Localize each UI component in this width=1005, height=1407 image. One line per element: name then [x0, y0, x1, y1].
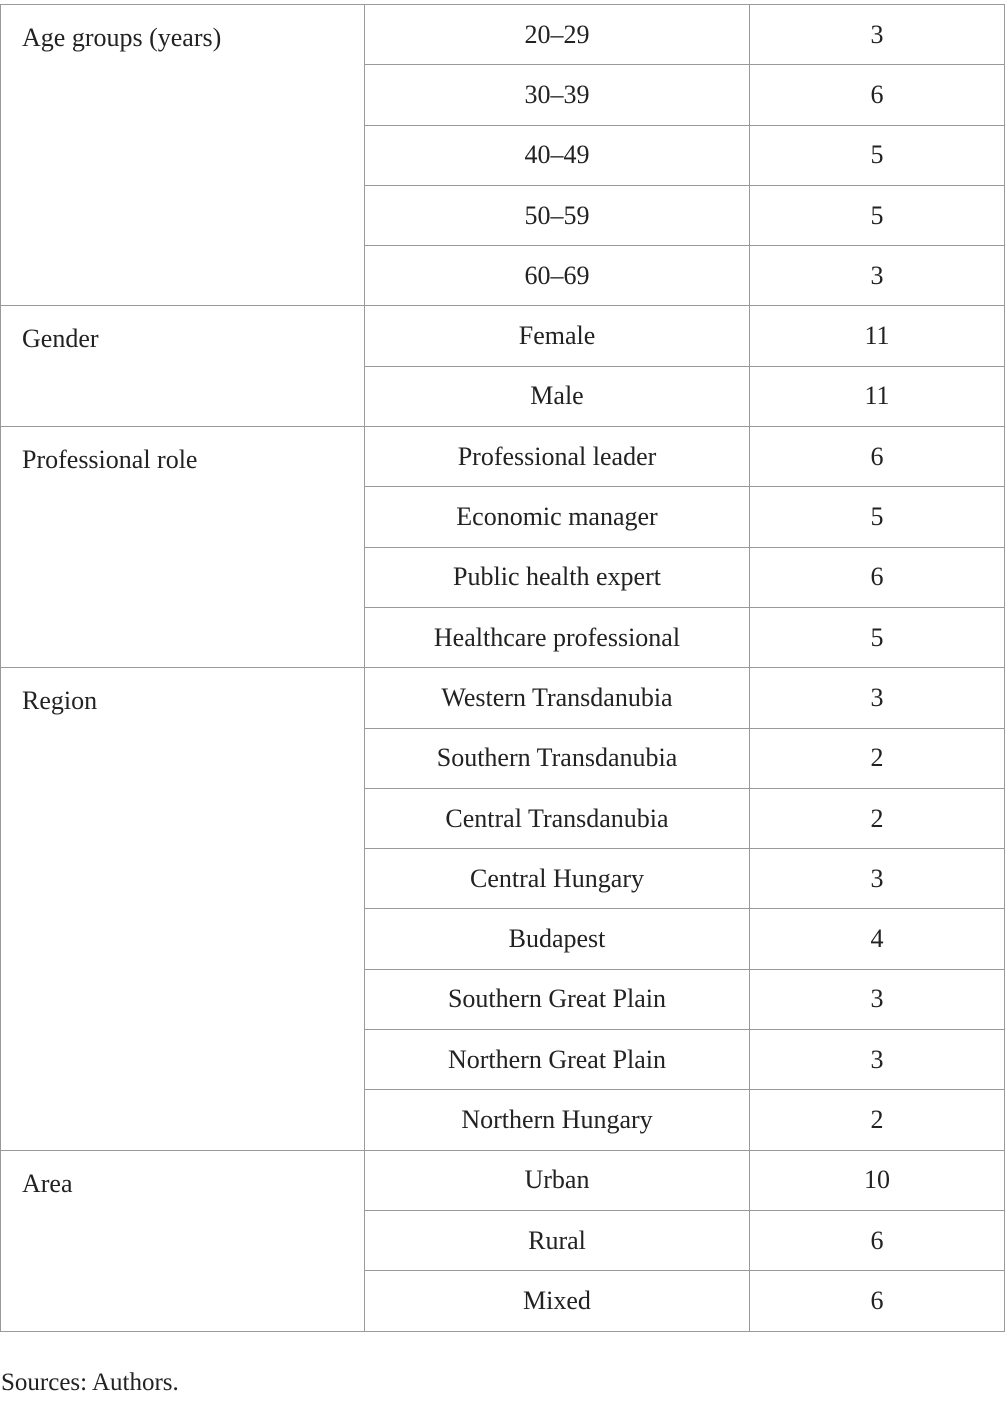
category-cell: Region — [1, 668, 365, 1150]
count-cell: 6 — [750, 65, 1005, 125]
count-cell: 11 — [750, 306, 1005, 366]
subcategory-cell: Public health expert — [365, 547, 750, 607]
subcategory-cell: Female — [365, 306, 750, 366]
subcategory-cell: Economic manager — [365, 487, 750, 547]
subcategory-cell: Male — [365, 366, 750, 426]
demographics-table-container — [0, 4, 1005, 1332]
table-row — [1, 427, 1005, 487]
subcategory-cell: Southern Transdanubia — [365, 728, 750, 788]
count-cell: 3 — [750, 969, 1005, 1029]
subcategory-cell: Budapest — [365, 909, 750, 969]
table-row — [1, 5, 1005, 65]
count-cell: 5 — [750, 607, 1005, 667]
count-cell: 5 — [750, 185, 1005, 245]
count-cell: 6 — [750, 1271, 1005, 1331]
subcategory-cell: Southern Great Plain — [365, 969, 750, 1029]
count-cell: 3 — [750, 5, 1005, 65]
count-cell: 2 — [750, 728, 1005, 788]
count-cell: 10 — [750, 1150, 1005, 1210]
count-cell: 3 — [750, 246, 1005, 306]
count-cell: 6 — [750, 547, 1005, 607]
count-cell: 4 — [750, 909, 1005, 969]
subcategory-cell: Central Hungary — [365, 849, 750, 909]
category-cell: Area — [1, 1150, 365, 1331]
subcategory-cell: 30–39 — [365, 65, 750, 125]
subcategory-cell: Urban — [365, 1150, 750, 1210]
subcategory-cell: Northern Great Plain — [365, 1030, 750, 1090]
count-cell: 6 — [750, 1210, 1005, 1270]
subcategory-cell: Central Transdanubia — [365, 788, 750, 848]
subcategory-cell: 50–59 — [365, 185, 750, 245]
demographics-table — [0, 4, 1005, 1332]
table-row — [1, 668, 1005, 728]
count-cell: 3 — [750, 1030, 1005, 1090]
count-cell: 11 — [750, 366, 1005, 426]
count-cell: 5 — [750, 487, 1005, 547]
subcategory-cell: 20–29 — [365, 5, 750, 65]
subcategory-cell: Northern Hungary — [365, 1090, 750, 1150]
subcategory-cell: Professional leader — [365, 427, 750, 487]
subcategory-cell: Rural — [365, 1210, 750, 1270]
table-row — [1, 1150, 1005, 1210]
subcategory-cell: 40–49 — [365, 125, 750, 185]
subcategory-cell: 60–69 — [365, 246, 750, 306]
category-cell: Professional role — [1, 427, 365, 668]
table-body — [1, 5, 1005, 1332]
subcategory-cell: Western Transdanubia — [365, 668, 750, 728]
count-cell: 5 — [750, 125, 1005, 185]
count-cell: 3 — [750, 849, 1005, 909]
count-cell: 2 — [750, 1090, 1005, 1150]
count-cell: 3 — [750, 668, 1005, 728]
table-row — [1, 306, 1005, 366]
subcategory-cell: Healthcare professional — [365, 607, 750, 667]
source-note: Sources: Authors. — [1, 1369, 179, 1396]
subcategory-cell: Mixed — [365, 1271, 750, 1331]
category-cell: Gender — [1, 306, 365, 427]
category-cell: Age groups (years) — [1, 5, 365, 306]
count-cell: 6 — [750, 427, 1005, 487]
count-cell: 2 — [750, 788, 1005, 848]
